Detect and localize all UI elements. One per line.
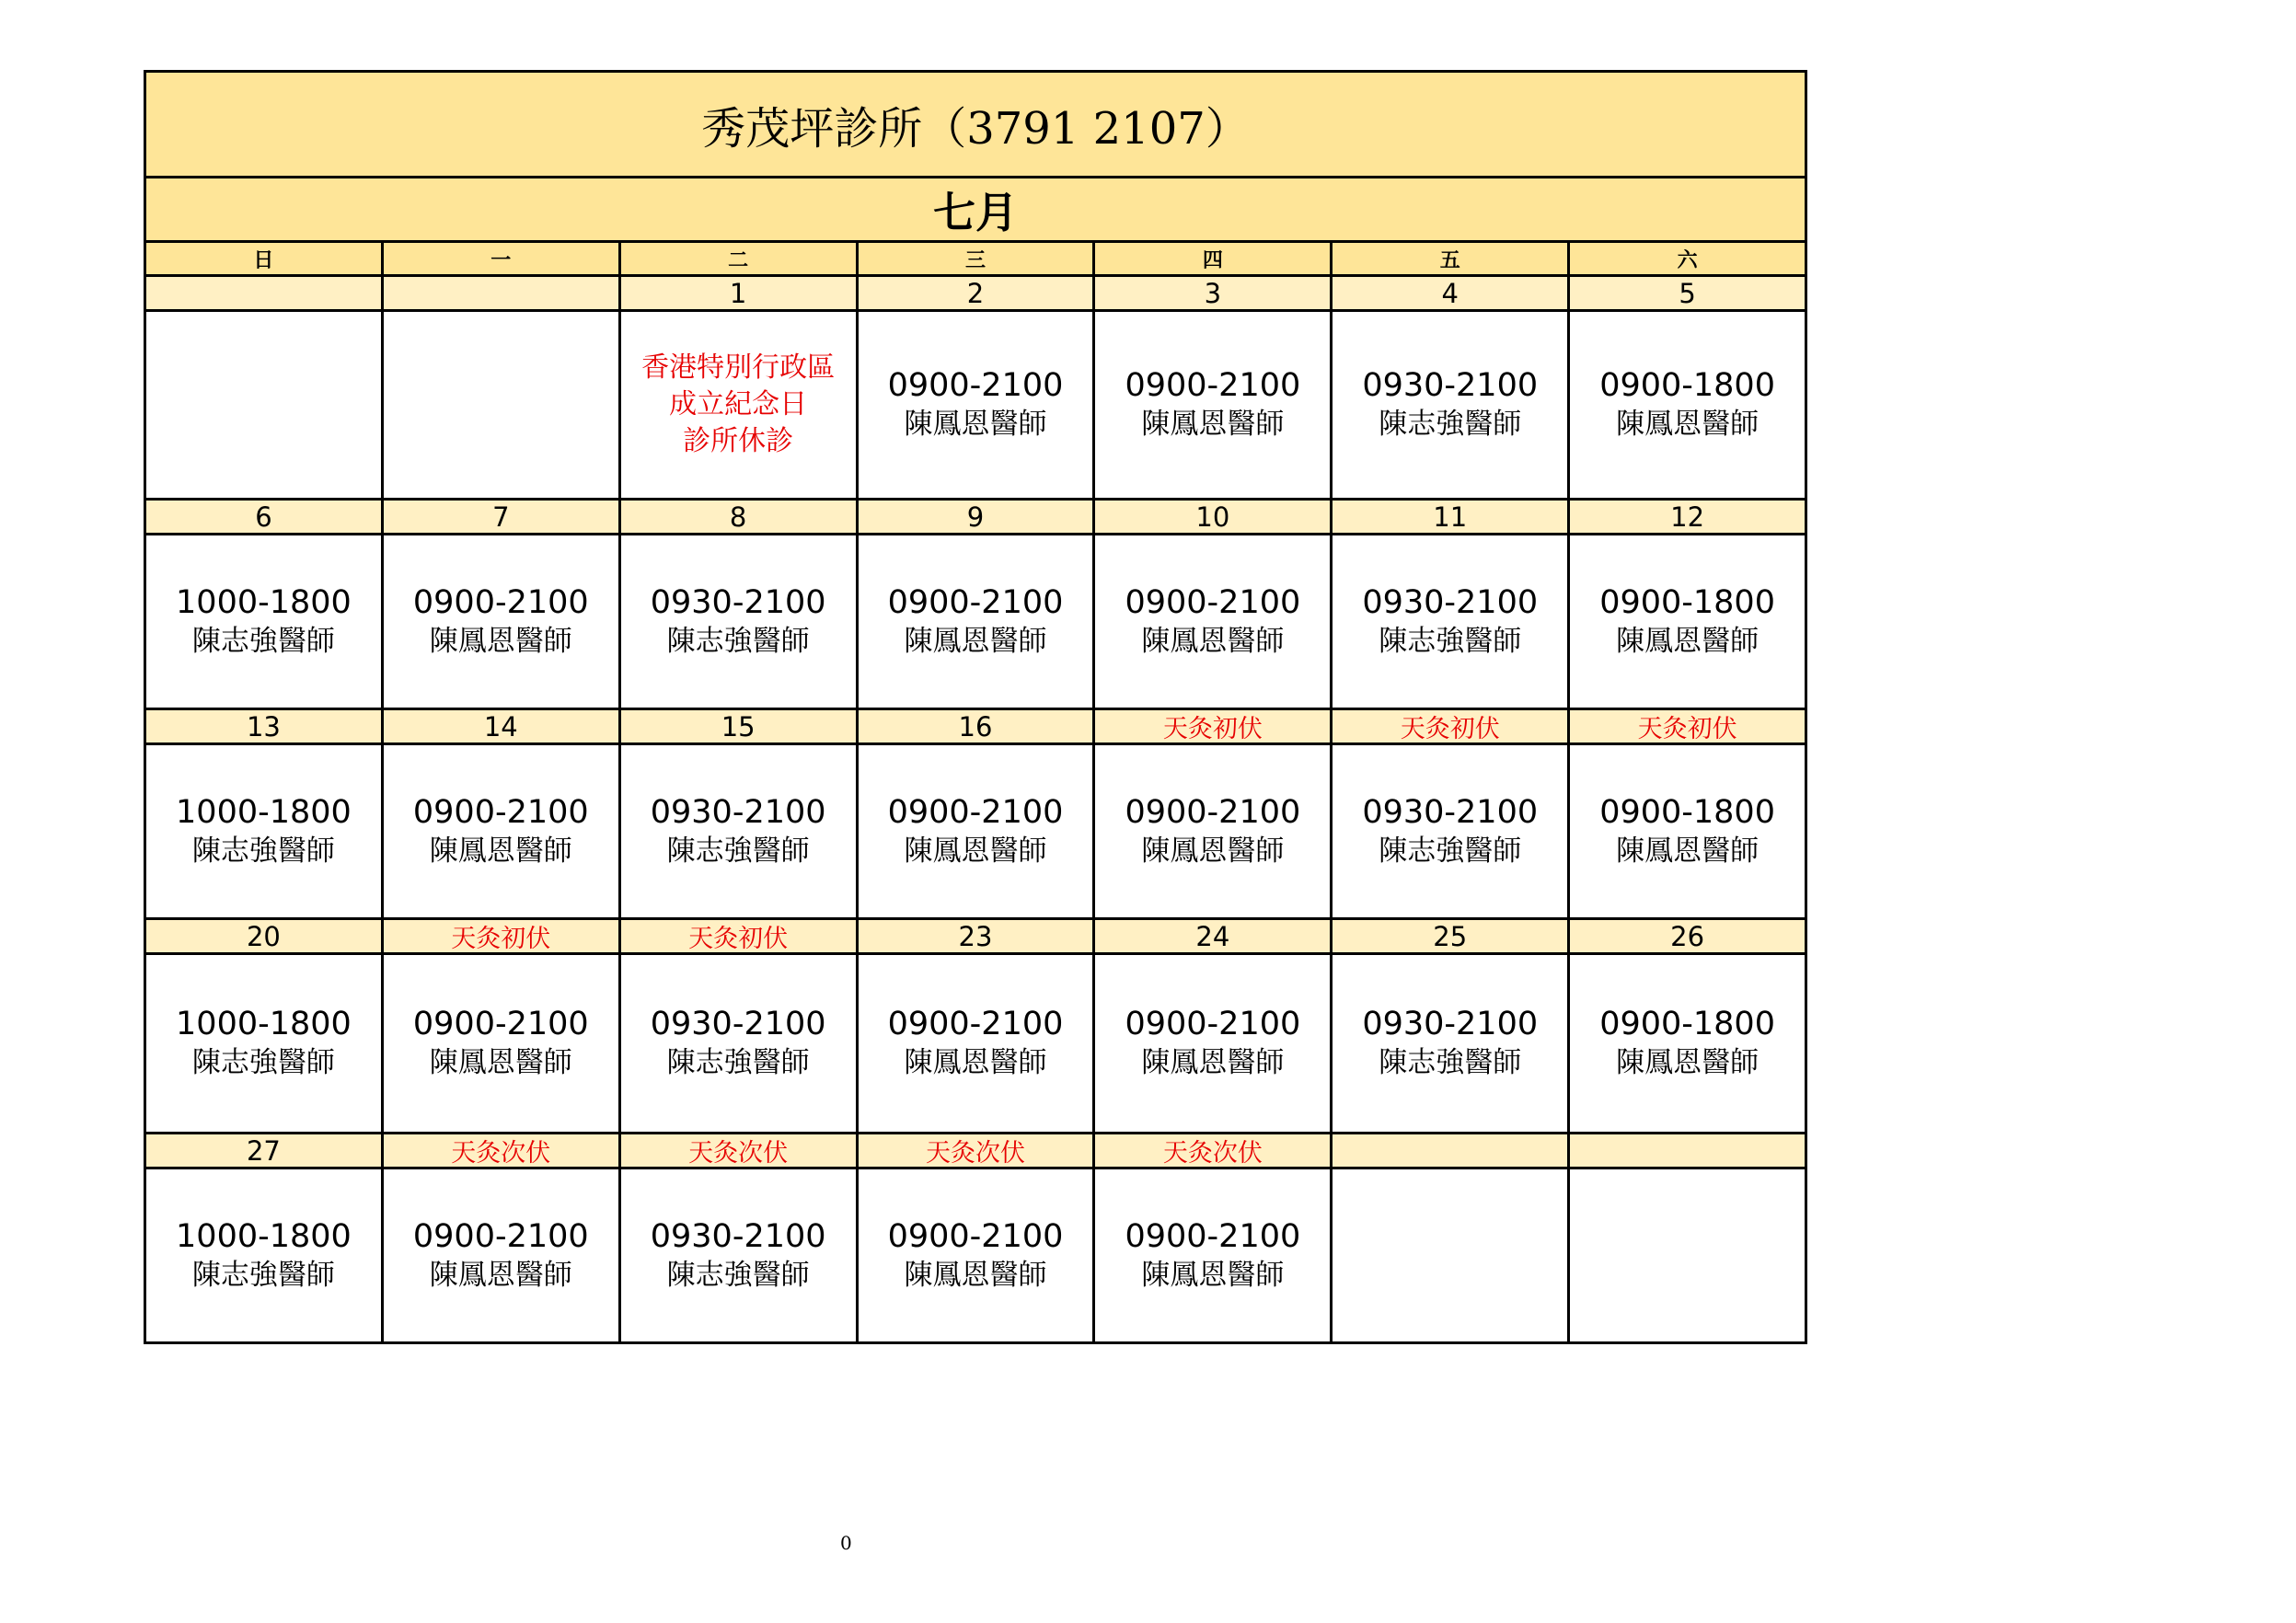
opening-hours: 0900-2100 [412,1217,589,1255]
doctor-name: 陳鳳恩醫師 [429,834,572,868]
opening-hours: 1000-1800 [176,793,352,831]
schedule-row [146,955,1805,1134]
opening-hours: 0900-2100 [412,1006,589,1042]
day-schedule-cell [1095,535,1333,708]
day-schedule-cell [621,535,859,708]
date-row [146,1134,1805,1169]
doctor-name: 陳鳳恩醫師 [1616,408,1759,441]
date-number-cell [146,277,384,309]
day-schedule-cell [1333,745,1570,917]
event-label-cell: 天灸次伏 [859,1134,1096,1167]
date-number-cell: 4 [1333,277,1570,309]
day-schedule-cell [859,745,1096,917]
doctor-name: 陳鳳恩醫師 [904,1258,1047,1292]
day-schedule-cell [384,955,621,1132]
opening-hours: 0930-2100 [1362,583,1539,621]
date-row [146,277,1805,312]
doctor-name: 陳志強醫師 [191,1046,335,1079]
date-number-cell: 1 [621,277,859,309]
doctor-name: 陳鳳恩醫師 [904,1046,1047,1079]
opening-hours: 0930-2100 [1362,367,1539,404]
doctor-name: 陳志強醫師 [1379,834,1522,868]
event-label-cell: 天灸初伏 [1333,710,1570,742]
date-number-cell: 8 [621,501,859,533]
day-schedule-cell [384,312,621,498]
date-number-cell: 26 [1670,920,1705,952]
holiday-note-line: 香港特別行政區 [641,351,836,384]
event-label-cell: 天灸次伏 [621,1134,859,1167]
opening-hours: 0900-1800 [1599,367,1775,404]
title-row [146,73,1805,178]
day-schedule-cell [1570,745,1805,917]
date-number-cell: 3 [1095,277,1333,309]
date-row [146,920,1805,955]
day-schedule-cell [1333,1169,1570,1341]
opening-hours: 0900-2100 [1125,793,1301,831]
weekday-header-row [146,243,1805,277]
day-schedule-cell [146,535,384,708]
date-number-cell: 2 [859,277,1096,309]
day-schedule-cell [1095,955,1333,1132]
date-number-cell: 12 [1670,501,1705,533]
schedule-row [146,535,1805,710]
event-label-cell: 天灸初伏 [621,920,859,952]
day-schedule-cell [621,1169,859,1341]
doctor-name: 陳鳳恩醫師 [904,624,1047,658]
day-schedule-cell [146,955,384,1132]
weekday-header-cell: 六 [1677,247,1698,272]
day-schedule-cell [1570,535,1805,708]
day-schedule-cell [1570,312,1805,498]
day-schedule-cell [384,1169,621,1341]
date-number-cell: 13 [146,710,384,742]
day-schedule-cell [146,312,384,498]
opening-hours: 0930-2100 [1362,793,1539,831]
doctor-name: 陳鳳恩醫師 [1616,1046,1759,1079]
date-number-cell: 14 [384,710,621,742]
doctor-name: 陳鳳恩醫師 [1616,834,1759,868]
day-schedule-cell [384,745,621,917]
doctor-name: 陳鳳恩醫師 [904,834,1047,868]
day-schedule-cell [621,312,859,498]
day-schedule-cell [859,955,1096,1132]
date-number-cell [1333,1134,1570,1167]
doctor-name: 陳志強醫師 [666,624,810,658]
day-schedule-cell [859,1169,1096,1341]
day-schedule-cell [146,1169,384,1341]
month-row [146,178,1805,243]
doctor-name: 陳志強醫師 [666,834,810,868]
schedule-row [146,1169,1805,1341]
date-number-cell: 23 [859,920,1096,952]
day-schedule-cell [146,745,384,917]
opening-hours: 0900-2100 [1125,367,1301,404]
doctor-name: 陳志強醫師 [191,624,335,658]
day-schedule-cell [621,955,859,1132]
holiday-note-line: 診所休診 [683,425,794,457]
doctor-name: 陳志強醫師 [666,1046,810,1079]
doctor-name: 陳鳳恩醫師 [429,1258,572,1292]
day-schedule-cell [384,535,621,708]
opening-hours: 0900-1800 [1599,793,1775,831]
schedule-table [144,70,1807,1344]
event-label-cell: 天灸初伏 [1637,715,1737,743]
doctor-name: 陳志強醫師 [1379,1046,1522,1079]
opening-hours: 0930-2100 [650,1217,826,1255]
day-schedule-cell [1333,312,1570,498]
opening-hours: 0900-2100 [887,1217,1064,1255]
date-number-cell: 5 [1679,277,1696,309]
date-number-cell: 11 [1333,501,1570,533]
opening-hours: 0900-2100 [1125,583,1301,621]
doctor-name: 陳鳳恩醫師 [429,624,572,658]
day-schedule-cell [1570,1169,1805,1341]
opening-hours: 0900-2100 [887,367,1064,404]
doctor-name: 陳鳳恩醫師 [1141,1046,1285,1079]
day-schedule-cell [1333,535,1570,708]
weekday-header-cell: 五 [1333,243,1570,274]
event-label-cell: 天灸次伏 [1095,1134,1333,1167]
day-schedule-cell [1095,312,1333,498]
schedule-row [146,312,1805,501]
opening-hours: 0900-2100 [1125,1217,1301,1255]
opening-hours: 0900-2100 [1125,1006,1301,1042]
month-heading: 七月 [933,187,1018,237]
doctor-name: 陳志強醫師 [666,1258,810,1292]
opening-hours: 0930-2100 [650,583,826,621]
date-number-cell: 9 [859,501,1096,533]
date-row [146,501,1805,535]
opening-hours: 0930-2100 [1362,1006,1539,1042]
event-label-cell: 天灸初伏 [1095,710,1333,742]
page-number: 0 [840,1532,852,1554]
schedule-row [146,745,1805,920]
date-row [146,710,1805,745]
day-schedule-cell [859,535,1096,708]
doctor-name: 陳鳳恩醫師 [1141,834,1285,868]
date-number-cell: 10 [1095,501,1333,533]
event-label-cell: 天灸初伏 [384,920,621,952]
weekday-header-cell: 日 [146,243,384,274]
opening-hours: 0900-1800 [1599,583,1775,621]
date-number-cell [1570,1134,1805,1167]
date-number-cell [384,277,621,309]
opening-hours: 1000-1800 [176,583,352,621]
opening-hours: 0930-2100 [650,1006,826,1042]
doctor-name: 陳鳳恩醫師 [429,1046,572,1079]
holiday-note-line: 成立紀念日 [669,388,808,420]
doctor-name: 陳志強醫師 [191,834,335,868]
date-number-cell: 24 [1095,920,1333,952]
day-schedule-cell [1095,745,1333,917]
doctor-name: 陳鳳恩醫師 [904,408,1047,441]
event-label-cell: 天灸次伏 [384,1134,621,1167]
date-number-cell: 15 [621,710,859,742]
weekday-header-cell: 四 [1095,243,1333,274]
opening-hours: 0900-2100 [887,1006,1064,1042]
doctor-name: 陳鳳恩醫師 [1616,624,1759,658]
doctor-name: 陳鳳恩醫師 [1141,624,1285,658]
opening-hours: 0900-2100 [412,793,589,831]
opening-hours: 1000-1800 [176,1006,352,1042]
doctor-name: 陳志強醫師 [1379,624,1522,658]
opening-hours: 1000-1800 [176,1217,352,1255]
date-number-cell: 27 [146,1134,384,1167]
weekday-header-cell: 一 [384,243,621,274]
weekday-header-cell: 二 [621,243,859,274]
date-number-cell: 25 [1333,920,1570,952]
opening-hours: 0930-2100 [650,793,826,831]
opening-hours: 0900-1800 [1599,1006,1775,1042]
day-schedule-cell [1095,1169,1333,1341]
day-schedule-cell [859,312,1096,498]
doctor-name: 陳鳳恩醫師 [1141,1258,1285,1292]
day-schedule-cell [621,745,859,917]
doctor-name: 陳志強醫師 [191,1258,335,1292]
doctor-name: 陳鳳恩醫師 [1141,408,1285,441]
day-schedule-cell [1570,955,1805,1132]
doctor-name: 陳志強醫師 [1379,408,1522,441]
clinic-title: 秀茂坪診所（3791 2107） [701,102,1250,155]
date-number-cell: 20 [146,920,384,952]
opening-hours: 0900-2100 [887,583,1064,621]
date-number-cell: 7 [384,501,621,533]
date-number-cell: 6 [146,501,384,533]
opening-hours: 0900-2100 [887,793,1064,831]
day-schedule-cell [1333,955,1570,1132]
opening-hours: 0900-2100 [412,583,589,621]
date-number-cell: 16 [859,710,1096,742]
weekday-header-cell: 三 [859,243,1096,274]
